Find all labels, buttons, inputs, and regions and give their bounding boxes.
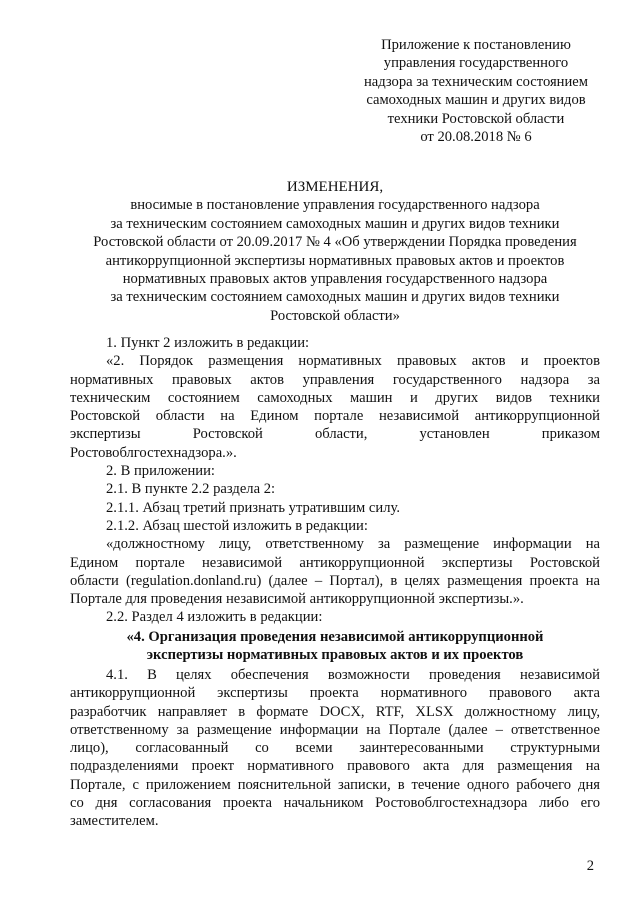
paragraph-2-line: Ростовоблгостехнадзора.».: [70, 444, 237, 461]
document-title: [70, 178, 600, 325]
title-line: за техническим состоянием самоходных машин и других видов техники: [110, 289, 560, 306]
paragraph-2-line: экспертизы Ростовской области, установлен приказом: [70, 426, 600, 443]
title-heading: ИЗМЕНЕНИЯ,: [286, 179, 384, 195]
paragraph-7-line: «должностному лицу, ответственному за размещение информации на: [106, 536, 600, 553]
title-line: Ростовской области от 20.09.2017 № 4 «Об утверждении Порядка проведения: [93, 234, 577, 251]
section-paragraph-line: подразделениями проект нормативного правового акта для размещения на: [70, 758, 600, 775]
title-line: вносимые в постановление управления государственного надзора: [130, 197, 540, 214]
paragraph-5: 2.1.1. Абзац третий признать утратившим силу.: [106, 499, 400, 516]
document-body: [70, 334, 600, 627]
paragraph-2-line: «2. Порядок размещения нормативных правовых актов и проектов: [106, 353, 600, 370]
section-paragraph-line: антикоррупционной экспертизы проекта нормативного правового акта: [70, 685, 600, 702]
appendix-line: самоходных машин и других видов: [366, 92, 586, 109]
paragraph-7-line: Портале для проведения независимой антикоррупционной экспертизы.».: [70, 591, 524, 608]
paragraph-2-line: Ростовской области на Едином портале независимой антикоррупционной: [70, 408, 600, 425]
appendix-line: Приложение к постановлению: [381, 37, 571, 53]
title-line: за техническим состоянием самоходных машин и других видов техники: [110, 215, 560, 232]
title-line: антикоррупционной экспертизы нормативных правовых актов и проектов: [105, 252, 565, 269]
title-line: нормативных правовых актов управления государственного надзора: [122, 271, 548, 288]
paragraph-6: 2.1.2. Абзац шестой изложить в редакции:: [106, 517, 368, 534]
section-paragraph-line: заместителем.: [70, 813, 159, 830]
paragraph-2-line: нормативных правовых актов управления государственного надзора за: [70, 371, 600, 388]
appendix-line: техники Ростовской области: [387, 110, 565, 127]
paragraph-4: 2.1. В пункте 2.2 раздела 2:: [106, 481, 276, 498]
section-paragraph-line: лицо), согласованный со всеми заинтересованными структурными: [70, 740, 600, 757]
paragraph-7-line: области (regulation.donland.ru) (далее – Портал), в целях размещения проекта на: [70, 572, 600, 589]
paragraph-7-line: Едином портале независимой антикоррупционной экспертизы Ростовской: [70, 554, 600, 571]
paragraph-2-line: техническим состоянием самоходных машин и других видов техники: [70, 389, 600, 406]
appendix-line: надзора за техническим состоянием: [363, 73, 589, 90]
section-heading-line: экспертизы нормативных правовых актов и их проектов: [146, 647, 524, 664]
appendix-line: от 20.08.2018 № 6: [420, 129, 532, 146]
section-heading: [70, 628, 600, 665]
paragraph-8: 2.2. Раздел 4 изложить в редакции:: [106, 609, 323, 626]
section-paragraph-line: ответственному за размещение информации на Портале (далее – ответственное: [70, 721, 600, 738]
section-body: [70, 666, 600, 831]
section-heading-line: «4. Организация проведения независимой антикоррупционной: [126, 629, 544, 645]
paragraph-1: 1. Пункт 2 изложить в редакции:: [106, 335, 310, 351]
title-line: Ростовской области»: [270, 307, 400, 324]
section-paragraph-line: разработчик направляет в формате DOCX, RTF, XLSX должностному лицу,: [70, 703, 600, 720]
section-paragraph-line: 4.1. В целях обеспечения возможности проведения независимой: [106, 667, 600, 683]
appendix-note: [340, 36, 612, 146]
paragraph-3: 2. В приложении:: [106, 463, 215, 480]
section-paragraph-line: со дня согласования проекта начальником Ростовоблгостехнадзора либо его: [70, 795, 600, 812]
section-paragraph-line: Портале, с приложением пояснительной записки, в течение одного рабочего дня: [70, 776, 600, 793]
page-number: 2: [586, 858, 594, 874]
appendix-line: управления государственного: [383, 55, 569, 72]
